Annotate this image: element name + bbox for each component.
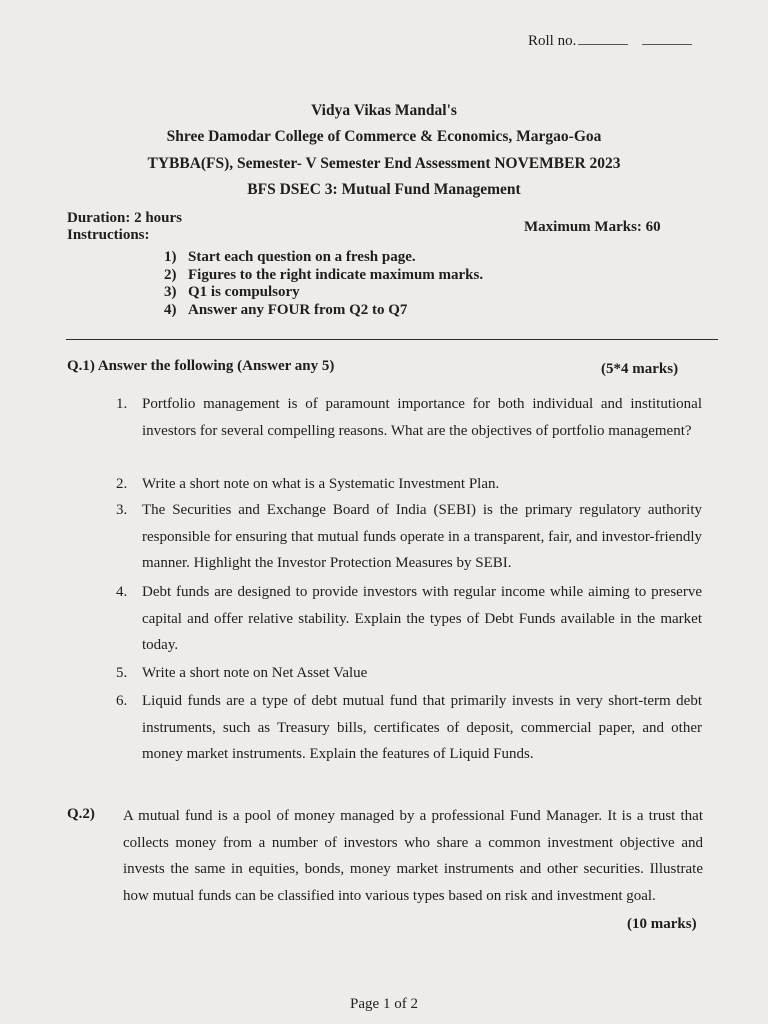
roll-blank-2 (642, 34, 692, 45)
question-item: 6. Liquid funds are a type of debt mutual fund that primarily invests in very short-term debt instruments, such as Treasury bills, certificates of deposit, commercial paper, and other money market instruments. Explain the features of Liquid Funds. (116, 693, 702, 762)
question-item: 1. Portfolio management is of paramount importance for both individual and institutional investors for several compelling reasons. What are the objectives of portfolio management? (116, 396, 702, 439)
header-society: Vidya Vikas Mandal's (311, 102, 457, 119)
question-item: 5. Write a short note on Net Asset Value (116, 665, 368, 681)
question-item: 2. Write a short note on what is a Systematic Investment Plan. (116, 476, 500, 492)
question-item: 3. The Securities and Exchange Board of India (SEBI) is the primary regulatory authority responsible for ensuring that mutual funds operate in a transparent, fair, and investor-friendly manner. Highlight the Investor Protection Measures by SEBI. (116, 502, 702, 571)
question-item: 4. Debt funds are designed to provide investors with regular income while aiming to preserve capital and offer relative stability. Explain the types of Debt Funds available in the market today. (116, 584, 702, 653)
q2-label: Q.2) (67, 806, 95, 822)
instruction-item: 3) Q1 is compulsory (164, 284, 300, 300)
header-exam: TYBBA(FS), Semester- V Semester End Assessment NOVEMBER 2023 (147, 155, 621, 172)
instruction-item: 1) Start each question on a fresh page. (164, 249, 416, 265)
q1-marks: (5*4 marks) (601, 361, 679, 377)
q2-text: A mutual fund is a pool of money managed by a professional Fund Manager. It is a trust that collects money from a number of investors who share a common investment objective and invests the same in equities, bonds, money market instruments and other securities. Illustrate how mutual funds can be classified into various types based on risk and investment goal. (123, 808, 703, 904)
header-college: Shree Damodar College of Commerce & Economics, Margao-Goa (166, 128, 602, 145)
q2-marks: (10 marks) (627, 916, 697, 932)
roll-number-field (528, 33, 692, 50)
page-footer: Page 1 of 2 (350, 996, 418, 1012)
duration: Duration: 2 hours (67, 210, 183, 226)
instruction-item: 4) Answer any FOUR from Q2 to Q7 (164, 302, 408, 318)
roll-label: Roll no. (528, 33, 577, 49)
divider-rule (66, 339, 718, 340)
instructions-label: Instructions: (67, 227, 150, 243)
q1-title: Q.1) Answer the following (Answer any 5) (67, 358, 335, 374)
roll-blank-1 (578, 34, 628, 45)
header-paper: BFS DSEC 3: Mutual Fund Management (247, 181, 521, 198)
maximum-marks: Maximum Marks: 60 (524, 219, 661, 235)
instruction-item: 2) Figures to the right indicate maximum marks. (164, 267, 484, 283)
